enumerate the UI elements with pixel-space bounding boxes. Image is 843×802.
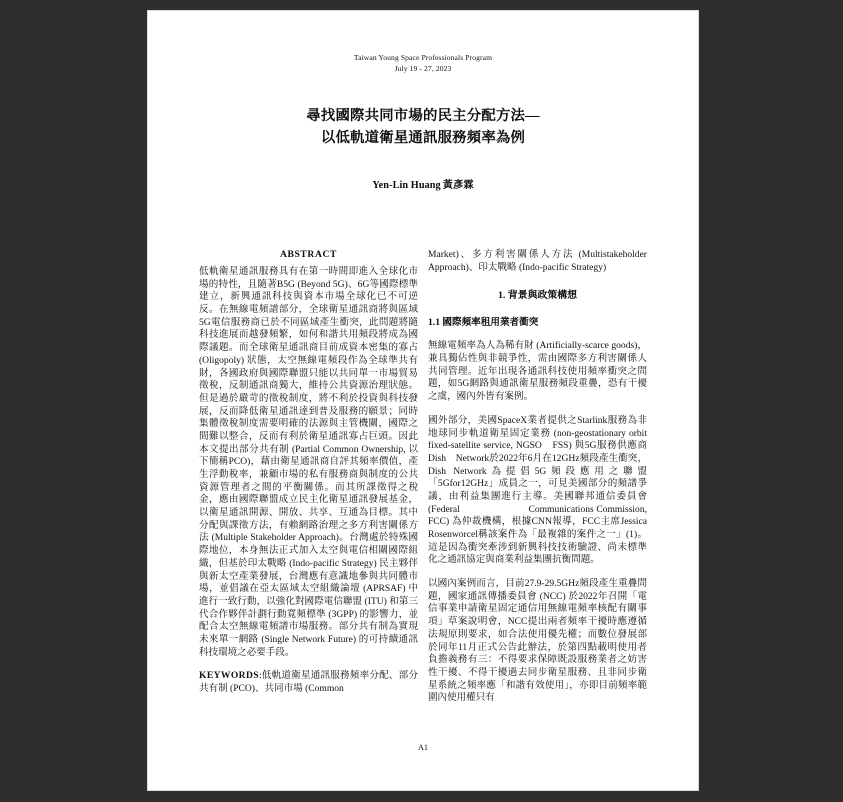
- keywords-text: 低軌道衛星通訊服務頻率分配、部分共有制 (PCO)、共同市場 (Common: [199, 670, 418, 694]
- section-1-heading: 1. 背景與政策構想: [497, 290, 577, 302]
- keywords-separator: :: [258, 670, 262, 682]
- left-column: [199, 249, 418, 705]
- section-1-1-paragraph-1: 無線電頻率為人為稀有財 (Artificially-scarce goods)，兼具獨佔性與非競爭性，需由國際多方利害關係人共同管理。近年出現各通訊科技使用頻率衝突之問題，如5G網路與通訊衛星服務頻段重疊，恐有干擾之虞，國內外皆有案例。: [428, 340, 647, 403]
- document-page: [148, 11, 698, 790]
- keywords-continuation-paragraph: Market)、多方利害關係人方法 (Multistakeholder Approach)、印太戰略 (Indo-pacific Strategy): [428, 249, 686, 273]
- title-line1: 尋找國際共同市場的民主分配方法—: [306, 108, 540, 124]
- keywords-label: KEYWORDS: [199, 670, 259, 682]
- running-header: [199, 52, 647, 74]
- author-cjk-name: 黃彥霖: [442, 178, 474, 191]
- subsection-1-1-heading: 1.1 國際頻率租用業者衝突: [428, 317, 539, 329]
- page-title: [199, 105, 647, 150]
- running-header-line2: July 19 - 27, 2023: [394, 64, 452, 73]
- right-column: [428, 249, 686, 705]
- two-column-body: [199, 249, 686, 705]
- page-content-area: [199, 52, 686, 752]
- author-byline: [199, 176, 647, 191]
- running-header-line1: Taiwan Young Space Professionals Program: [353, 53, 493, 62]
- title-block: [199, 105, 647, 191]
- keywords-paragraph: [199, 670, 418, 695]
- author-latin-name: Yen-Lin Huang: [372, 179, 441, 191]
- page-number: A1: [417, 743, 428, 752]
- abstract-paragraph: 低軌衛星通訊服務具有在第一時間即進入全球化市場的特性，且隨著B5G (Beyond 5G)、6G等國際標準建立，新興通訊科技與資本市場全球化已不可逆反。在無線電頻譜部分，全球衛星通訊商將與區域5G電信服務商已於不同區域產生衝突，此問題將隨科技進展而越發頻繁，如何和諧共用頻段將成為國際議題。而全球衛星通訊商目前成資本密集的寡占 (Oligopoly) 狀態，太空無線電頻段作為全球準共有財，各國政府與國際聯盟只能以共同單一市場貿易徵稅，反制通訊商獨大，維持公共資源治理狀態。但是過於嚴苛的徵稅制度，將不利於投資與科技發展，反而降低衛星通訊達到普及服務的願景；同時集體徵稅制度需要明確的法源與主管機關，國際之間難以整合，反而有利於衛星通訊寡占巨頭。因此本文提出部分共有制 (Partial Common Ownership, 以下簡稱PCO)，藉由衛星通訊商自評其頻率價值，產生浮動稅率，兼顧市場的私有服務商與制度的公共資源管理者之間的平衡關係。而其所課徵得之稅金，應由國際聯盟成立民主化衛星通訊發展基金，以衛星通訊開源、開放、共享、互通為目標。其中分配與課徵方法，有賴網路治理之多方利害關係方法 (Multiple Stakeholder Approach)。台灣處於特殊國際地位，本身無法正式加入太空與電信相關國際組織，但基於印太戰略 (Indo-pacific Strategy) 民主夥伴與新太空產業發展，台灣應有意識地參與共同體市場，並倡議在亞太區域太空組織論壇 (APRSAF) 中進行一致行動，以強化對國際電信聯盟 (ITU) 和第三代合作夥伴計劃行動寬頻標準 (3GPP) 的影響力，並配合太空無線電頻譜市場服務。部分共有制為實現未來單一網路 (Single Network Future) 的可持續通訊科技環境之必要手段。: [199, 266, 418, 658]
- section-1-1-paragraph-2: 國外部分，美國SpaceX業者提供之Starlink服務為非地球同步軌道衛星固定業務 (non-geostationary orbit fixed-satellite service, NGSO FSS) 與5G服務供應商Dish Network於2022年6月在12GHz頻段產生衝突，Dish Network為提倡5G頻段應用之聯盟「5Gfor12GHz」成員之一，可見美國部分的頻譜爭議，由利益集團進行主導。美國聯邦通信委員會 (Federal Communications Commission, FCC) 為仲裁機構，根據CNN報導，FCC主席Jessica Rosenworcel稱該案件為「最複雜的案件之一」(1)。這是因為衝突牽涉到新興科技技術驗證、尚未標準化之通訊協定與商業利益集團抗衡問題。: [428, 414, 647, 566]
- title-line2: 以低軌道衛星通訊服務頻率為例: [320, 130, 526, 147]
- abstract-heading: ABSTRACT: [279, 249, 338, 260]
- section-1-1-paragraph-3: 以國內案例而言，目前27.9-29.5GHz頻段產生重疊問題，國家通訊傳播委員會 (NCC) 於2022年召開「電信事業申請衛星固定通信用無線電頻率核配有關事項」草案說明會，NCC提出兩者頻率干擾時應遵循法規原則要求，如合法使用優先權；而數位發展部於同年11月正式公告此辦法，於第四點載明使用者負擔義務有三：不得要求保障既設服務業者之妨害性干擾、不得干擾過去同步衛星服務、且非同步衛星系統之頻率應「和諧有效使用」，亦即目前頻率範圍內使用權只有: [428, 578, 647, 704]
